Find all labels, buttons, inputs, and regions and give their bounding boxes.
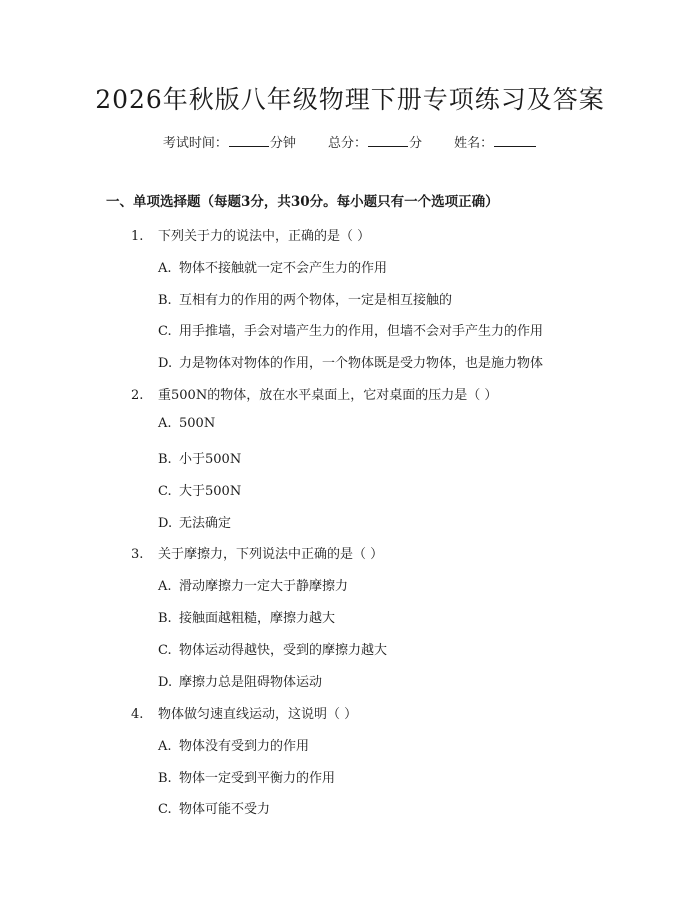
- question-1: [131, 225, 370, 244]
- question-2-option-a: [158, 416, 215, 431]
- question-3-option-a: [158, 575, 348, 594]
- option-text: 用手推墙，手会对墙产生力的作用，但墙不会对手产生力的作用: [179, 324, 544, 339]
- question-1-option-b: [158, 289, 452, 308]
- option-letter: A.: [158, 739, 172, 754]
- option-text: 接触面越粗糙，摩擦力越大: [179, 611, 336, 626]
- option-text: 力是物体对物体的作用，一个物体既是受力物体，也是施力物体: [179, 356, 544, 371]
- question-stem: 重500N的物体，放在水平桌面上，它对桌面的压力是（ ）: [158, 388, 498, 403]
- question-2-option-b: [158, 448, 241, 467]
- option-letter: C.: [158, 484, 172, 499]
- question-3-option-d: [158, 671, 322, 690]
- option-text: 滑动摩擦力一定大于静摩擦力: [179, 579, 349, 594]
- question-2-option-c: [158, 480, 241, 499]
- question-number: 4.: [131, 707, 144, 722]
- option-letter: D.: [158, 675, 173, 690]
- question-4-option-c: [158, 798, 270, 817]
- option-letter: D.: [158, 356, 173, 371]
- option-text: 大于500N: [179, 484, 242, 499]
- option-text: 500N: [179, 416, 216, 431]
- option-text: 小于500N: [179, 452, 242, 467]
- option-text: 物体不接触就一定不会产生力的作用: [179, 261, 388, 276]
- total-score-field: [328, 136, 426, 151]
- question-3: [131, 543, 383, 562]
- option-letter: C.: [158, 643, 172, 658]
- student-name-label: 姓名：: [454, 136, 494, 151]
- question-2: [131, 384, 497, 403]
- option-text: 物体没有受到力的作用: [179, 739, 310, 754]
- question-4-option-b: [158, 767, 335, 786]
- question-1-option-c: [158, 320, 543, 339]
- option-letter: C.: [158, 802, 172, 817]
- section-title: 一、单项选择题（每题3分，共30分。每小题只有一个选项正确）: [106, 194, 499, 210]
- question-4-option-a: [158, 735, 309, 754]
- option-text: 无法确定: [179, 516, 232, 531]
- option-text: 物体运动得越快，受到的摩擦力越大: [179, 643, 388, 658]
- question-stem: 关于摩擦力，下列说法中正确的是（ ）: [158, 547, 384, 562]
- question-stem: 下列关于力的说法中，正确的是（ ）: [158, 229, 371, 244]
- option-letter: A.: [158, 261, 172, 276]
- option-text: 物体一定受到平衡力的作用: [179, 771, 336, 786]
- student-name-blank: [494, 134, 536, 147]
- question-number: 3.: [131, 547, 144, 562]
- exam-time-label: 考试时间：: [162, 136, 228, 151]
- exam-time-unit: 分钟: [269, 136, 296, 151]
- exam-time-blank: [229, 134, 269, 147]
- question-stem: 物体做匀速直线运动，这说明（ ）: [158, 707, 358, 722]
- page-title: 2026年秋版八年级物理下册专项练习及答案: [95, 85, 605, 114]
- question-number: 2.: [131, 388, 144, 403]
- option-letter: B.: [158, 452, 172, 467]
- question-4: [131, 703, 357, 722]
- exam-meta: [0, 132, 700, 151]
- option-letter: B.: [158, 293, 172, 308]
- option-text: 物体可能不受力: [179, 802, 271, 817]
- total-score-unit: 分: [409, 136, 423, 151]
- exam-time-field: [163, 136, 300, 151]
- question-1-option-d: [158, 352, 543, 371]
- option-letter: A.: [158, 579, 172, 594]
- question-2-option-d: [158, 512, 231, 531]
- question-3-option-c: [158, 639, 387, 658]
- option-letter: B.: [158, 611, 172, 626]
- total-score-blank: [368, 134, 408, 147]
- question-1-option-a: [158, 257, 387, 276]
- option-letter: C.: [158, 324, 172, 339]
- option-letter: B.: [158, 771, 172, 786]
- question-3-option-b: [158, 607, 335, 626]
- option-letter: D.: [158, 516, 173, 531]
- option-letter: A.: [158, 416, 172, 431]
- option-text: 互相有力的作用的两个物体，一定是相互接触的: [179, 293, 453, 308]
- question-number: 1.: [131, 229, 144, 244]
- option-text: 摩擦力总是阻碍物体运动: [179, 675, 323, 690]
- student-name-field: [454, 136, 537, 151]
- total-score-label: 总分：: [327, 136, 367, 151]
